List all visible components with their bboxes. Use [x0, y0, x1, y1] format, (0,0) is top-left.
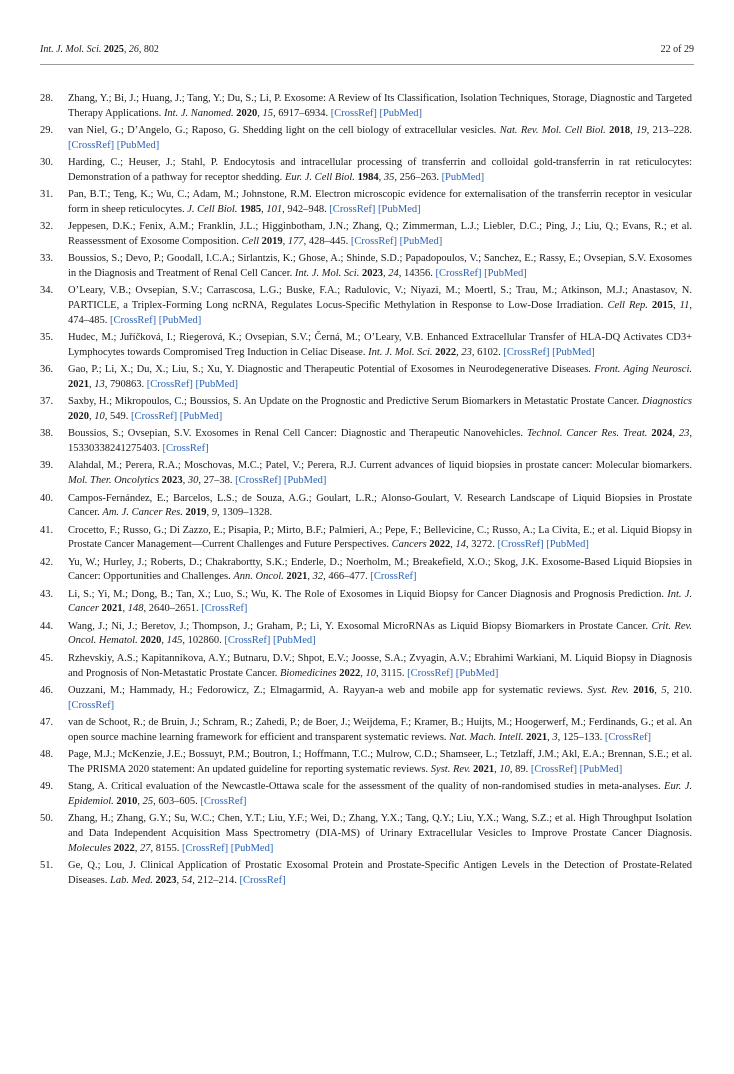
reference-pages: 2640–2651.	[148, 603, 199, 615]
crossref-link[interactable]: [CrossRef]	[224, 635, 271, 647]
reference-pages: 256–263.	[399, 171, 439, 183]
reference-journal: Biomedicines	[280, 667, 337, 679]
reference-year: 2024	[651, 428, 673, 440]
reference-volume: 19	[636, 125, 647, 137]
reference-volume: 10	[499, 763, 510, 775]
pubmed-link[interactable]: [PubMed]	[230, 842, 274, 854]
reference-item: 38. Boussios, S.; Ovsepian, S.V. Exosomes in Renal Cell Cancer: Diagnostic and Therapeutic Nanovehicles. Technol. Cancer Res. Treat. 2024, 23, 15330338241275403. [CrossRef]	[40, 428, 693, 454]
reference-pages: 466–477.	[328, 571, 368, 583]
reference-number: 43.	[40, 588, 54, 600]
reference-year: 2022	[429, 539, 451, 551]
pubmed-link[interactable]: [PubMed]	[273, 635, 316, 647]
reference-number: 49.	[40, 781, 54, 793]
reference-journal: Am. J. Cancer Res.	[102, 507, 183, 519]
pubmed-link[interactable]: [PubMed]	[441, 171, 485, 183]
reference-journal: J. Cell Biol.	[187, 203, 238, 215]
reference-list	[40, 92, 692, 891]
reference-year: 2010	[116, 795, 138, 807]
reference-pages: 15330338241275403.	[68, 442, 160, 454]
reference-authors-title: Pan, B.T.; Teng, K.; Wu, C.; Adam, M.; Johnstone, R.M. Electron microscopic evidence for externalisation of the transferrin receptor in vesicular form in sheep reticulocytes.	[68, 189, 692, 215]
reference-volume: 148	[127, 603, 144, 615]
reference-journal: Crit. Rev. Oncol. Hematol.	[68, 620, 693, 647]
reference-volume: 35	[383, 171, 395, 183]
crossref-link[interactable]: [CrossRef]	[530, 763, 577, 775]
reference-authors-title: Alahdal, M.; Perera, R.A.; Moschovas, M.C.; Patel, V.; Perera, R.J. Current advances of liquid biopsies in prostate cancer: Molecular biomarkers.	[68, 460, 692, 472]
reference-pages: 27–38.	[203, 475, 233, 487]
pubmed-link[interactable]: [PubMed]	[579, 763, 623, 775]
reference-year: 2022	[435, 346, 457, 358]
reference-year: 1985	[240, 203, 262, 215]
reference-journal: Int. J. Nanomed.	[163, 107, 234, 119]
reference-pages: 212–214.	[197, 874, 237, 886]
reference-pages: 213–228.	[652, 125, 693, 137]
reference-pages: 549.	[110, 410, 129, 422]
reference-authors-title: van de Schoot, R.; de Bruin, J.; Schram, R.; Zahedi, P.; de Boer, J.; Weijdema, F.; Kramer, B.; Huijts, M.; Hoogerwerf, M.; Ferdinands, G.; et al. An open source machine learning framework for efficient and transparent systematic reviews.	[68, 717, 692, 743]
reference-volume: 23	[461, 346, 472, 358]
crossref-link[interactable]: [CrossRef]	[110, 314, 157, 326]
reference-number: 47.	[40, 717, 54, 729]
reference-number: 44.	[40, 620, 54, 632]
reference-number: 28.	[40, 93, 54, 104]
reference-pages: 428–445.	[308, 235, 349, 247]
reference-volume: 11	[679, 300, 690, 312]
pubmed-link[interactable]: [PubMed]	[379, 107, 423, 119]
reference-authors-title: Li, S.; Yi, M.; Dong, B.; Tan, X.; Luo, S.; Wu, K. The Role of Exosomes in Liquid Biopsy for Cancer Diagnosis and Prognosis Prediction.	[68, 588, 664, 600]
reference-volume: 10	[94, 410, 105, 422]
reference-volume: 145	[166, 635, 183, 647]
reference-year: 2016	[633, 685, 655, 696]
page-number: 22 of 29	[660, 44, 694, 55]
reference-number: 33.	[40, 253, 54, 265]
reference-pages: 603–605.	[158, 795, 198, 807]
journal-year: 2025	[103, 44, 124, 55]
pubmed-link[interactable]: [PubMed]	[378, 203, 421, 215]
reference-year: 2021	[526, 731, 548, 743]
reference-journal: Cell Rep.	[607, 300, 648, 312]
reference-authors-title: Ge, Q.; Lou, J. Clinical Application of Prostatic Exosomal Protein and Prostate-Specific Antigen Levels in the Detection of Prostate-Related Diseases.	[68, 859, 692, 886]
reference-authors-title: Wang, J.; Ni, J.; Beretov, J.; Thompson, J.; Graham, P.; Li, Y. Exosomal MicroRNAs as Liquid Biopsy Biomarkers in Prostate Cancer.	[68, 620, 648, 632]
reference-pages: 790863.	[110, 378, 145, 390]
pubmed-link[interactable]: [PubMed]	[546, 539, 589, 551]
reference-journal: Int. J. Mol. Sci.	[368, 346, 433, 358]
reference-volume: 3	[552, 731, 558, 743]
reference-number: 38.	[40, 428, 54, 440]
reference-journal: Cell	[241, 235, 260, 247]
reference-number: 29.	[40, 125, 54, 137]
reference-volume: 23	[678, 428, 690, 440]
reference-item: 42. Yu, W.; Hurley, J.; Roberts, D.; Chakrabortty, S.K.; Enderle, D.; Noerholm, M.; Breakefield, X.O.; Skog, J.K. Exosome-Based Liquid Biopsies in Cancer: Opportunities and Challenges. Ann. Oncol. 2021, 32, 466–477. [CrossRef]	[40, 556, 692, 583]
reference-volume: 24	[388, 267, 399, 279]
reference-pages: 125–133.	[562, 731, 603, 743]
reference-number: 35.	[40, 332, 54, 344]
crossref-link[interactable]: [CrossRef]	[370, 571, 417, 583]
pubmed-link[interactable]: [PubMed]	[283, 475, 327, 487]
reference-item: 33. Boussios, S.; Devo, P.; Goodall, I.C.A.; Sirlantzis, K.; Ghose, A.; Shinde, S.D.; Papadopoulos, V.; Sanchez, E.; Rassy, E.; Ovsepian, S.V. Exosomes in the Diagnosis and Treatment of Renal Cell Cancer. Int. J. Mol. Sci. 2023, 24, 14356. [CrossRef] [PubMed]	[40, 253, 692, 279]
reference-authors-title: Zhang, Y.; Bi, J.; Huang, J.; Tang, Y.; Du, S.; Li, P. Exosome: A Review of Its Classification, Isolation Techniques, Storage, Diagnostic and Targeted Therapy Applications.	[68, 93, 692, 119]
reference-item: 48. Page, M.J.; McKenzie, J.E.; Bossuyt, P.M.; Boutron, I.; Hoffmann, T.C.; Mulrow, C.D.; Shamseer, L.; Tetzlaff, J.M.; Akl, E.A.; Brennan, S.E.; et al. The PRISMA 2020 statement: An updated guideline for reporting systematic reviews. Syst. Rev. 2021, 10, 89. [CrossRef] [PubMed]	[40, 749, 692, 775]
crossref-link[interactable]: [CrossRef]	[68, 699, 115, 711]
reference-authors-title: Boussios, S.; Ovsepian, S.V. Exosomes in Renal Cell Cancer: Diagnostic and Therapeutic Nanovehicles.	[68, 428, 524, 440]
crossref-link[interactable]: [CrossRef]	[68, 139, 115, 151]
reference-number: 51.	[40, 859, 54, 871]
header-rule	[40, 64, 694, 65]
reference-number: 45.	[40, 652, 54, 664]
reference-volume: 32	[312, 571, 324, 583]
reference-year: 2022	[113, 842, 135, 854]
reference-item: 49. Stang, A. Critical evaluation of the Newcastle-Ottawa scale for the assessment of the quality of non-randomised studies in meta-analyses. Eur. J. Epidemiol. 2010, 25, 603–605. [CrossRef]	[40, 781, 692, 807]
reference-volume: 14	[455, 539, 467, 551]
reference-item: 29. van Niel, G.; D’Angelo, G.; Raposo, G. Shedding light on the cell biology of extracellular vesicles. Nat. Rev. Mol. Cell Biol. 2018, 19, 213–228. [CrossRef] [PubMed]	[40, 125, 693, 151]
reference-year: 2018	[609, 125, 631, 137]
pubmed-link[interactable]: [PubMed]	[179, 410, 223, 422]
journal-name: Int. J. Mol. Sci.	[40, 44, 102, 55]
reference-number: 34.	[40, 285, 54, 297]
crossref-link[interactable]: [CrossRef]	[182, 842, 229, 854]
reference-number: 41.	[40, 524, 54, 536]
crossref-link[interactable]: [CrossRef]	[239, 874, 286, 886]
pubmed-link[interactable]: [PubMed]	[552, 346, 595, 358]
reference-year: 2021	[473, 763, 495, 775]
reference-journal: Front. Aging Neurosci.	[594, 364, 693, 376]
reference-journal: Eur. J. Epidemiol.	[68, 781, 692, 807]
reference-item: 39. Alahdal, M.; Perera, R.A.; Moschovas, M.C.; Patel, V.; Perera, R.J. Current advances of liquid biopsies in prostate cancer: Molecular biomarkers. Mol. Ther. Oncolytics 2023, 30, 27–38. [CrossRef] [PubMed]	[40, 460, 692, 487]
reference-year: 2023	[361, 267, 383, 279]
reference-authors-title: Crocetto, F.; Russo, G.; Di Zazzo, E.; Pisapia, P.; Mirto, B.F.; Palmieri, A.; Pepe, F.; Bellevicine, C.; Russo, A.; La Civita, E.; et al. Liquid Biopsy in Prostate Cancer Management—Current Challenges and Future Perspectives.	[68, 524, 692, 551]
crossref-link[interactable]: [CrossRef]	[503, 346, 550, 358]
reference-volume: 101	[266, 203, 283, 215]
reference-year: 2015	[651, 300, 673, 312]
reference-pages: 6917–6934.	[278, 107, 329, 119]
reference-pages: 942–948.	[287, 203, 327, 215]
reference-volume: 15	[262, 107, 274, 119]
reference-authors-title: Jeppesen, D.K.; Fenix, A.M.; Franklin, J.L.; Higginbotham, J.N.; Zhang, Q.; Zimmerman, L.J.; Liebler, D.C.; Ping, J.; Liu, Q.; Evans, R.; et al. Reassessment of Exosome Composition.	[68, 221, 692, 247]
reference-pages: 474–485.	[68, 314, 108, 326]
reference-year: 2020	[236, 107, 258, 119]
reference-volume: 27	[140, 842, 151, 854]
reference-authors-title: Saxby, H.; Mikropoulos, C.; Boussios, S. An Update on the Prognostic and Predictive Serum Biomarkers in Metastatic Prostate Cancer.	[68, 396, 640, 408]
crossref-link[interactable]: [CrossRef]	[604, 731, 651, 743]
crossref-link[interactable]: [CrossRef]	[201, 603, 248, 615]
reference-journal: Nat. Mach. Intell.	[449, 731, 524, 743]
reference-journal: Mol. Ther. Oncolytics	[68, 475, 159, 487]
reference-number: 36.	[40, 364, 54, 376]
reference-number: 37.	[40, 396, 54, 408]
reference-item: 31. Pan, B.T.; Teng, K.; Wu, C.; Adam, M.; Johnstone, R.M. Electron microscopic evidence for externalisation of the transferrin receptor in vesicular form in sheep reticulocytes. J. Cell Biol. 1985, 101, 942–948. [CrossRef] [PubMed]	[40, 189, 692, 215]
reference-item: 34. O’Leary, V.B.; Ovsepian, S.V.; Carrascosa, L.G.; Buske, F.A.; Radulovic, V.; Niyazi, M.; Moertl, S.; Trau, M.; Atkinson, M.J.; Anastasov, N. PARTICLE, a Triplex-Forming Long ncRNA, Regulates Locus-Specific Methylation in Response to Low-Dose Irradiation. Cell Rep. 2015, 11, 474–485. [CrossRef] [PubMed]	[40, 285, 693, 326]
reference-volume: 25	[142, 795, 154, 807]
crossref-link[interactable]: [CrossRef]	[407, 667, 454, 679]
reference-pages: 89.	[515, 763, 529, 775]
reference-pages: 6102.	[477, 346, 501, 358]
reference-year: 1984	[357, 171, 379, 183]
reference-authors-title: Zhang, H.; Zhang, G.Y.; Su, W.C.; Chen, Y.T.; Liu, Y.F.; Wei, D.; Zhang, Y.X.; Tang, Q.Y.; Liu, Y.X.; Wang, S.Z.; et al. High Throughput Isolation and Data Independent Acquisition Mass Spectrometry (DIA-MS) of Urinary Extracellular Vesicles to Improve Prostate Cancer Diagnosis.	[68, 813, 692, 839]
reference-volume: 5	[661, 685, 667, 696]
reference-number: 48.	[40, 749, 54, 761]
pubmed-link[interactable]: [PubMed]	[484, 267, 527, 279]
reference-pages: 3115.	[381, 667, 405, 679]
reference-authors-title: Page, M.J.; McKenzie, J.E.; Bossuyt, P.M.; Boutron, I.; Hoffmann, T.C.; Mulrow, C.D.; Shamseer, L.; Tetzlaff, J.M.; Akl, E.A.; Brennan, S.E.; et al. The PRISMA 2020 statement: An updated guideline for reporting systematic reviews.	[68, 749, 692, 775]
crossref-link[interactable]: [CrossRef]	[330, 107, 377, 119]
reference-authors-title: Gao, P.; Li, X.; Du, X.; Liu, S.; Xu, Y. Diagnostic and Therapeutic Potential of Exosomes in Neurodegenerative Diseases.	[68, 364, 591, 376]
reference-pages: 102860.	[187, 635, 222, 647]
reference-journal: Eur. J. Cell Biol.	[284, 171, 355, 183]
reference-year: 2021	[101, 603, 123, 615]
reference-year: 2019	[261, 235, 283, 247]
reference-pages: 1309–1328.	[222, 507, 273, 519]
reference-volume: 54	[181, 874, 193, 886]
pubmed-link[interactable]: [PubMed]	[399, 235, 443, 247]
reference-item: 35. Hudec, M.; Juříčková, I.; Riegerová, K.; Ovsepian, S.V.; Černá, M.; O’Leary, V.B. Enhanced Extracellular Transfer of HLA-DQ Activates CD3+ Lymphocytes towards Compromised Treg Induction in Celiac Disease. Int. J. Mol. Sci. 2022, 23, 6102. [CrossRef] [PubMed]	[40, 332, 692, 358]
reference-volume: 177	[287, 235, 304, 247]
pubmed-link[interactable]: [PubMed]	[455, 667, 499, 679]
reference-authors-title: Hudec, M.; Juříčková, I.; Riegerová, K.; Ovsepian, S.V.; Černá, M.; O’Leary, V.B. Enhanced Extracellular Transfer of HLA-DQ Activates CD3+ Lymphocytes towards Compromised Treg Induction in Celiac Disease.	[68, 332, 692, 358]
journal-volume: 26	[128, 44, 139, 55]
reference-authors-title: Boussios, S.; Devo, P.; Goodall, I.C.A.; Sirlantzis, K.; Ghose, A.; Shinde, S.D.; Papadopoulos, V.; Sanchez, E.; Rassy, E.; Ovsepian, S.V. Exosomes in the Diagnosis and Treatment of Renal Cell Cancer.	[68, 253, 692, 279]
reference-pages: 8155.	[155, 842, 180, 854]
reference-year: 2019	[185, 507, 207, 519]
reference-journal: Nat. Rev. Mol. Cell Biol.	[499, 125, 606, 137]
reference-number: 40.	[40, 492, 54, 504]
reference-year: 2022	[339, 667, 361, 679]
reference-journal: Syst. Rev.	[587, 685, 629, 696]
reference-authors-title: Ouzzani, M.; Hammady, H.; Fedorowicz, Z.; Elmagarmid, A. Rayyan-a web and mobile app for systematic reviews.	[68, 685, 583, 696]
pubmed-link[interactable]: [PubMed]	[158, 314, 202, 326]
crossref-link[interactable]: [CrossRef]	[435, 267, 482, 279]
reference-pages: 3272.	[471, 539, 495, 551]
reference-pages: 14356.	[403, 267, 433, 279]
reference-item: 37. Saxby, H.; Mikropoulos, C.; Boussios, S. An Update on the Prognostic and Predictive Serum Biomarkers in Metastatic Prostate Cancer. Diagnostics 2020, 10, 549. [CrossRef] [PubMed]	[40, 396, 692, 422]
reference-item: 44. Wang, J.; Ni, J.; Beretov, J.; Thompson, J.; Graham, P.; Li, Y. Exosomal MicroRNAs as Liquid Biopsy Biomarkers in Prostate Cancer. Crit. Rev. Oncol. Hematol. 2020, 145, 102860. [CrossRef] [PubMed]	[40, 620, 693, 647]
reference-number: 50.	[40, 813, 54, 825]
reference-authors-title: van Niel, G.; D’Angelo, G.; Raposo, G. Shedding light on the cell biology of extracellular vesicles.	[68, 125, 497, 137]
reference-year: 2023	[161, 475, 183, 487]
crossref-link[interactable]: [CrossRef]	[131, 410, 178, 422]
reference-journal: Lab. Med.	[110, 874, 153, 886]
reference-item: 50. Zhang, H.; Zhang, G.Y.; Su, W.C.; Chen, Y.T.; Liu, Y.F.; Wei, D.; Zhang, Y.X.; Tang, Q.Y.; Liu, Y.X.; Wang, S.Z.; et al. High Throughput Isolation and Data Independent Acquisition Mass Spectrometry (DIA-MS) of Urinary Extracellular Vesicles to Improve Prostate Cancer Diagnosis. Molecules 2022, 27, 8155. [CrossRef] [PubMed]	[40, 813, 692, 854]
reference-item: 36. Gao, P.; Li, X.; Du, X.; Liu, S.; Xu, Y. Diagnostic and Therapeutic Potential of Exosomes in Neurodegenerative Diseases. Front. Aging Neurosci. 2021, 13, 790863. [CrossRef] [PubMed]	[40, 364, 693, 390]
journal-article: 802	[143, 44, 159, 55]
reference-item: 40. Campos-Fernández, E.; Barcelos, L.S.; de Souza, A.G.; Goulart, L.R.; Alonso-Goulart, V. Research Landscape of Liquid Biopsies in Prostate Cancer. Am. J. Cancer Res. 2019, 9, 1309–1328.	[40, 492, 692, 519]
reference-item: 45. Rzhevskiy, A.S.; Kapitannikova, A.Y.; Butnaru, D.V.; Shpot, E.V.; Joosse, S.A.; Zvyagin, A.V.; Ebrahimi Warkiani, M. Liquid Biopsy in Diagnosis and Prognosis of Non-Metastatic Prostate Cancer. Biomedicines 2022, 10, 3115. [CrossRef] [PubMed]	[40, 652, 692, 679]
reference-year: 2021	[286, 571, 308, 583]
reference-item: 28. Zhang, Y.; Bi, J.; Huang, J.; Tang, Y.; Du, S.; Li, P. Exosome: A Review of Its Classification, Isolation Techniques, Storage, Diagnostic and Targeted Therapy Applications. Int. J. Nanomed. 2020, 15, 6917–6934. [CrossRef] [PubMed]	[40, 93, 692, 119]
crossref-link[interactable]: [CrossRef]	[200, 795, 247, 807]
reference-authors-title: Harding, C.; Heuser, J.; Stahl, P. Endocytosis and intracellular processing of transferrin and colloidal gold-transferrin in rat reticulocytes: Demonstration of a pathway for receptor shedding.	[68, 157, 692, 183]
reference-year: 2023	[155, 874, 177, 886]
reference-authors-title: Yu, W.; Hurley, J.; Roberts, D.; Chakrabortty, S.K.; Enderle, D.; Noerholm, M.; Breakefield, X.O.; Skog, J.K. Exosome-Based Liquid Biopsies in Cancer: Opportunities and Challenges.	[68, 556, 692, 583]
reference-item: 32. Jeppesen, D.K.; Fenix, A.M.; Franklin, J.L.; Higginbotham, J.N.; Zhang, Q.; Zimmerman, L.J.; Liebler, D.C.; Ping, J.; Liu, Q.; Evans, R.; et al. Reassessment of Exosome Composition. Cell 2019, 177, 428–445. [CrossRef] [PubMed]	[40, 221, 692, 247]
reference-volume: 9	[211, 507, 218, 519]
journal-citation: Int. J. Mol. Sci. 2025, 26, 802	[40, 44, 159, 55]
reference-year: 2021	[68, 378, 89, 390]
reference-volume: 10	[365, 667, 376, 679]
reference-authors-title: Campos-Fernández, E.; Barcelos, L.S.; de Souza, A.G.; Goulart, L.R.; Alonso-Goulart, V. Research Landscape of Liquid Biopsies in Prostate Cancer.	[68, 492, 692, 519]
reference-authors-title: Rzhevskiy, A.S.; Kapitannikova, A.Y.; Butnaru, D.V.; Shpot, E.V.; Joosse, S.A.; Zvyagin, A.V.; Ebrahimi Warkiani, M. Liquid Biopsy in Diagnosis and Prognosis of Non-Metastatic Prostate Cancer.	[68, 652, 692, 679]
reference-number: 32.	[40, 221, 54, 233]
crossref-link[interactable]: [CrossRef]	[162, 442, 209, 454]
reference-volume: 13	[94, 378, 105, 390]
reference-number: 30.	[40, 157, 54, 169]
reference-number: 42.	[40, 556, 54, 568]
reference-journal: Ann. Oncol.	[233, 571, 284, 583]
reference-journal: Syst. Rev.	[430, 763, 471, 775]
reference-item: 46. Ouzzani, M.; Hammady, H.; Fedorowicz, Z.; Elmagarmid, A. Rayyan-a web and mobile app for systematic reviews. Syst. Rev. 2016, 5, 210. [CrossRef]	[40, 685, 693, 711]
crossref-link[interactable]: [CrossRef]	[497, 539, 544, 551]
reference-item: 51. Ge, Q.; Lou, J. Clinical Application of Prostatic Exosomal Protein and Prostate-Specific Antigen Levels in the Detection of Prostate-Related Diseases. Lab. Med. 2023, 54, 212–214. [CrossRef]	[40, 859, 692, 886]
crossref-link[interactable]: [CrossRef]	[235, 475, 282, 487]
reference-journal: Molecules	[68, 842, 112, 854]
crossref-link[interactable]: [CrossRef]	[146, 378, 193, 390]
reference-item: 30. Harding, C.; Heuser, J.; Stahl, P. Endocytosis and intracellular processing of transferrin and colloidal gold-transferrin in rat reticulocytes: Demonstration of a pathway for receptor shedding. Eur. J. Cell Biol. 1984, 35, 256–263. [PubMed]	[40, 157, 692, 183]
reference-journal: Technol. Cancer Res. Treat.	[527, 428, 648, 440]
reference-item: 41. Crocetto, F.; Russo, G.; Di Zazzo, E.; Pisapia, P.; Mirto, B.F.; Palmieri, A.; Pepe, F.; Bellevicine, C.; Russo, A.; La Civita, E.; et al. Liquid Biopsy in Prostate Cancer Management—Current Challenges and Future Perspectives. Cancers 2022, 14, 3272. [CrossRef] [PubMed]	[40, 524, 692, 551]
reference-item: 47. van de Schoot, R.; de Bruin, J.; Schram, R.; Zahedi, P.; de Boer, J.; Weijdema, F.; Kramer, B.; Huijts, M.; Hoogerwerf, M.; Ferdinands, G.; et al. An open source machine learning framework for efficient and transparent systematic reviews. Nat. Mach. Intell. 2021, 3, 125–133. [CrossRef]	[40, 717, 692, 743]
reference-number: 39.	[40, 460, 54, 472]
reference-authors-title: Stang, A. Critical evaluation of the Newcastle-Ottawa scale for the assessment of the quality of non-randomised studies in meta-analyses.	[68, 781, 661, 793]
pubmed-link[interactable]: [PubMed]	[116, 139, 160, 151]
reference-journal: Int. J. Cancer	[68, 588, 693, 615]
crossref-link[interactable]: [CrossRef]	[350, 235, 397, 247]
pubmed-link[interactable]: [PubMed]	[195, 378, 239, 390]
reference-journal: Diagnostics	[641, 396, 692, 408]
reference-number: 46.	[40, 685, 54, 696]
reference-item: 43. Li, S.; Yi, M.; Dong, B.; Tan, X.; Luo, S.; Wu, K. The Role of Exosomes in Liquid Biopsy for Cancer Diagnosis and Prognosis Prediction. Int. J. Cancer 2021, 148, 2640–2651. [CrossRef]	[40, 588, 693, 615]
reference-journal: Cancers	[391, 539, 427, 551]
reference-year: 2020	[140, 635, 162, 647]
reference-journal: Int. J. Mol. Sci.	[294, 267, 360, 279]
reference-volume: 30	[187, 475, 199, 487]
crossref-link[interactable]: [CrossRef]	[329, 203, 376, 215]
reference-number: 31.	[40, 189, 54, 201]
reference-authors-title: O’Leary, V.B.; Ovsepian, S.V.; Carrascosa, L.G.; Buske, F.A.; Radulovic, V.; Niyazi, M.; Moertl, S.; Trau, M.; Atkinson, M.J.; Anastasov, N. PARTICLE, a Triplex-Forming Long ncRNA, Regulates Locus-Specific Methylation in Response to Low-Dose Irradiation.	[68, 285, 692, 312]
reference-pages: 210.	[673, 685, 693, 696]
reference-year: 2020	[68, 410, 89, 422]
